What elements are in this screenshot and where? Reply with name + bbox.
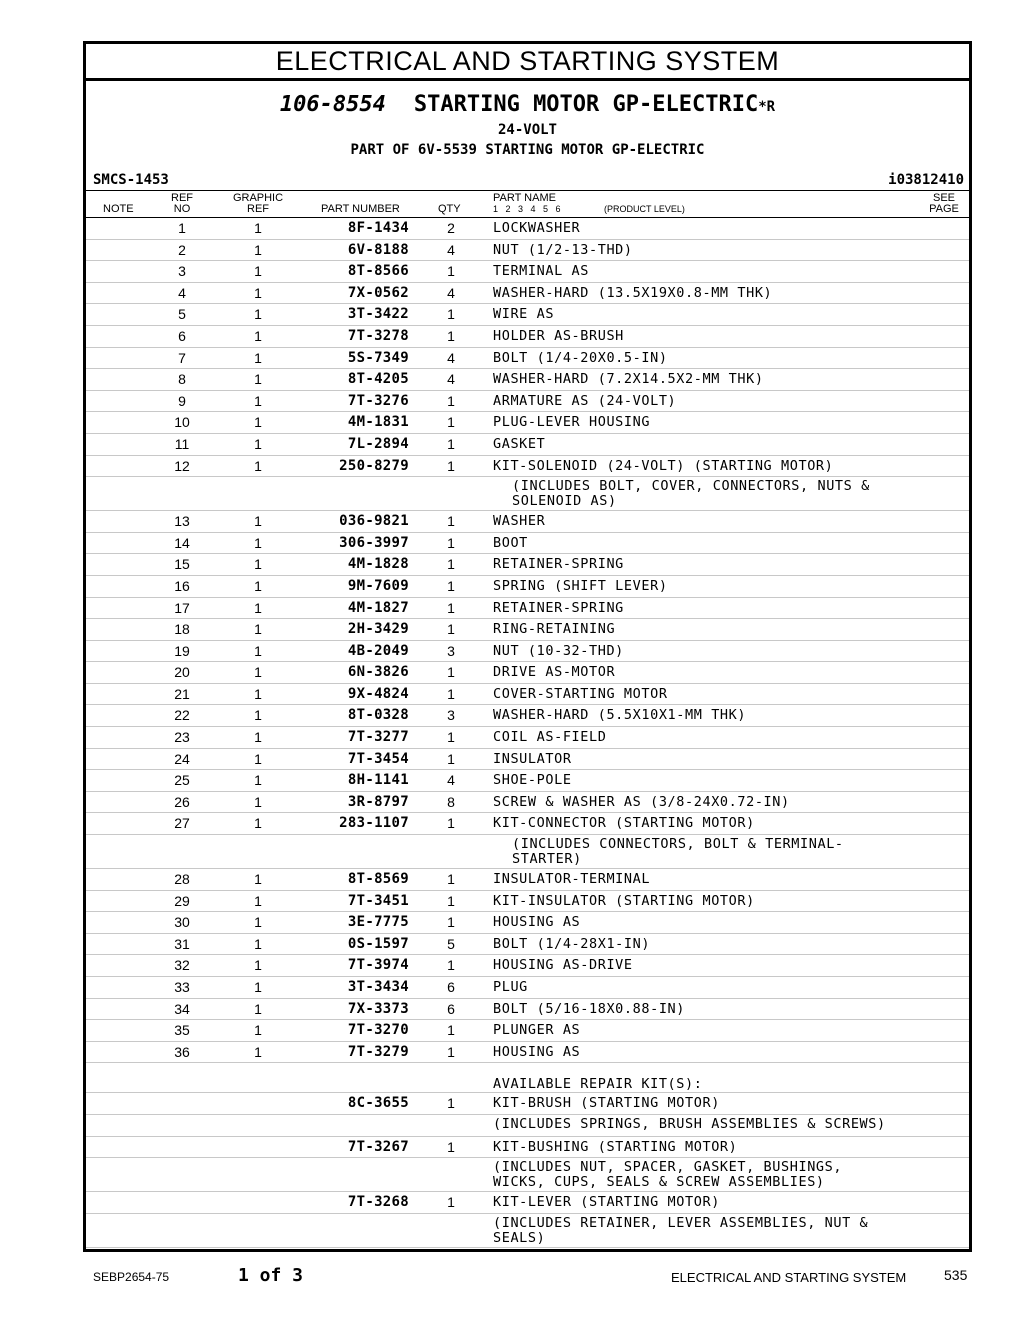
part-name: NUT (1/2-13-THD) — [493, 241, 633, 258]
table-row — [86, 511, 969, 533]
part-number: 7T-3454 — [347, 750, 409, 767]
parts-sheet — [83, 41, 972, 1252]
group-title — [86, 92, 969, 120]
part-number: 8T-0328 — [347, 707, 409, 724]
table-row — [86, 304, 969, 326]
table-row — [86, 1042, 969, 1064]
table-row — [86, 1192, 969, 1214]
part-name: PLUG-LEVER HOUSING — [493, 414, 651, 431]
graphic-ref: 1 — [254, 979, 262, 995]
voltage-label: 24-VOLT — [497, 122, 557, 138]
table-row — [86, 1020, 969, 1042]
qty: 1 — [447, 414, 455, 431]
qty: 1 — [447, 1138, 455, 1155]
col-graphic-top: GRAPHIC — [232, 192, 284, 204]
part-number: 4M-1828 — [347, 556, 409, 573]
part-number: 2H-3429 — [347, 621, 409, 638]
ref-no: 35 — [174, 1022, 190, 1039]
part-number: 8T-8569 — [347, 871, 409, 888]
part-number: 7T-3276 — [347, 392, 409, 409]
graphic-ref: 1 — [254, 1000, 262, 1017]
col-see-bottom: PAGE — [929, 203, 959, 215]
graphic-ref: 1 — [254, 457, 262, 474]
qty: 1 — [447, 435, 455, 452]
part-note: (INCLUDES CONNECTORS, BOLT & TERMINAL- STARTER) — [512, 836, 844, 868]
table-row — [86, 912, 969, 934]
table-note-row — [86, 477, 969, 511]
part-number: 250-8279 — [339, 457, 409, 474]
ref-no: 8 — [178, 371, 186, 388]
part-name: HOUSING AS — [493, 1043, 581, 1060]
qty: 1 — [447, 513, 455, 530]
graphic-ref: 1 — [254, 392, 262, 409]
graphic-ref: 1 — [254, 599, 262, 616]
graphic-ref: 1 — [254, 935, 262, 952]
qty: 1 — [447, 815, 455, 832]
table-row — [86, 891, 969, 913]
part-name: KIT-BUSHING (STARTING MOTOR) — [493, 1138, 738, 1155]
qty: 6 — [447, 979, 455, 995]
graphic-ref: 1 — [254, 306, 262, 323]
ref-no: 11 — [174, 435, 190, 452]
part-name: WASHER-HARD (7.2X14.5X2-MM THK) — [493, 371, 764, 388]
part-number: 3E-7775 — [347, 914, 409, 931]
col-product-levels: 1 2 3 4 5 6 — [493, 204, 561, 214]
qty: 1 — [447, 750, 455, 767]
ref-no: 16 — [174, 577, 190, 594]
table-row — [86, 326, 969, 348]
qty: 3 — [447, 707, 455, 724]
part-note: (INCLUDES BOLT, COVER, CONNECTORS, NUTS & SOLENOID AS) — [512, 478, 870, 510]
graphic-ref: 1 — [254, 729, 262, 746]
table-row — [86, 662, 969, 684]
graphic-ref: 1 — [254, 871, 262, 888]
qty: 4 — [447, 371, 455, 388]
qty: 1 — [447, 599, 455, 616]
graphic-ref: 1 — [254, 750, 262, 767]
ref-no: 29 — [174, 892, 190, 909]
table-row — [86, 554, 969, 576]
table-note-row — [86, 1214, 969, 1248]
part-number: 306-3997 — [339, 534, 409, 551]
graphic-ref: 1 — [254, 957, 262, 974]
ref-no: 28 — [174, 871, 190, 888]
part-number: 7L-2894 — [347, 435, 409, 452]
part-name: DRIVE AS-MOTOR — [493, 664, 616, 681]
part-number: 7X-3373 — [347, 1000, 409, 1017]
qty: 1 — [447, 1194, 455, 1211]
ref-no: 1 — [178, 220, 186, 236]
table-row — [86, 261, 969, 283]
part-number: 3R-8797 — [347, 793, 409, 810]
qty: 8 — [447, 793, 455, 810]
graphic-ref: 1 — [254, 284, 262, 301]
ref-no: 7 — [178, 349, 186, 366]
part-number: 7T-3277 — [347, 729, 409, 746]
part-name: SCREW & WASHER AS (3/8-24X0.72-IN) — [493, 793, 790, 810]
part-name: ARMATURE AS (24-VOLT) — [493, 392, 677, 409]
table-row — [86, 684, 969, 706]
part-name: TERMINAL AS — [493, 263, 590, 280]
table-row — [86, 412, 969, 434]
part-note: (INCLUDES NUT, SPACER, GASKET, BUSHINGS, WICKS, CUPS, SEALS & SCREW ASSEMBLIES) — [493, 1159, 843, 1191]
ref-no: 4 — [178, 284, 186, 301]
table-row — [86, 456, 969, 478]
part-number: 8T-8566 — [347, 263, 409, 280]
qty: 1 — [447, 685, 455, 702]
col-ref-top: REF — [171, 192, 193, 204]
ref-no: 14 — [174, 534, 190, 551]
ref-no: 25 — [174, 772, 190, 789]
graphic-ref: 1 — [254, 220, 262, 236]
graphic-ref: 1 — [254, 685, 262, 702]
part-number: 5S-7349 — [347, 349, 409, 366]
group-number: 106-8554 — [279, 92, 386, 117]
table-row — [86, 705, 969, 727]
graphic-ref: 1 — [254, 414, 262, 431]
part-name: WIRE AS — [493, 306, 555, 323]
part-number: 3T-3422 — [347, 306, 409, 323]
table-row — [86, 792, 969, 814]
part-number: 7T-3267 — [347, 1138, 409, 1155]
part-name: BOLT (1/4-20X0.5-IN) — [493, 349, 668, 366]
ref-no: 17 — [174, 599, 190, 616]
table-row — [86, 641, 969, 663]
graphic-ref: 1 — [254, 513, 262, 530]
graphic-ref: 1 — [254, 577, 262, 594]
part-name: KIT-CONNECTOR (STARTING MOTOR) — [493, 815, 755, 832]
part-name: HOLDER AS-BRUSH — [493, 327, 624, 344]
part-number: 036-9821 — [339, 513, 409, 530]
table-row — [86, 218, 969, 240]
graphic-ref: 1 — [254, 815, 262, 832]
table-row — [86, 348, 969, 370]
page-number: 535 — [944, 1267, 968, 1283]
part-number: 4M-1827 — [347, 599, 409, 616]
qty: 1 — [447, 556, 455, 573]
col-ref-bottom: NO — [173, 203, 191, 215]
table-row — [86, 598, 969, 620]
table-row — [86, 977, 969, 999]
ref-no: 26 — [174, 793, 190, 810]
column-headers — [86, 190, 969, 218]
table-note-row — [86, 1115, 969, 1137]
qty: 1 — [447, 577, 455, 594]
ref-no: 20 — [174, 664, 190, 681]
part-name: KIT-SOLENOID (24-VOLT) (STARTING MOTOR) — [493, 457, 834, 474]
footer-section: ELECTRICAL AND STARTING SYSTEM — [671, 1270, 907, 1285]
table-row — [86, 576, 969, 598]
part-note: (INCLUDES RETAINER, LEVER ASSEMBLIES, NUT & SEALS) — [493, 1214, 869, 1246]
part-name: SPRING (SHIFT LEVER) — [493, 577, 668, 594]
col-part-name: PART NAME — [493, 192, 556, 204]
qty: 1 — [447, 1022, 455, 1039]
part-name: HOUSING AS-DRIVE — [493, 957, 633, 974]
part-number: 7T-3278 — [347, 327, 409, 344]
part-number: 6N-3826 — [347, 664, 409, 681]
part-name: BOLT (1/4-28X1-IN) — [493, 935, 651, 952]
qty: 4 — [447, 349, 455, 366]
part-number: 9M-7609 — [347, 577, 409, 594]
part-number: 7X-0562 — [347, 284, 409, 301]
part-name: KIT-INSULATOR (STARTING MOTOR) — [493, 892, 755, 909]
ref-no: 30 — [174, 914, 190, 931]
part-name: KIT-BRUSH (STARTING MOTOR) — [493, 1095, 720, 1112]
part-number: 8C-3655 — [347, 1095, 409, 1112]
part-name: COVER-STARTING MOTOR — [493, 685, 668, 702]
part-number: 4M-1831 — [347, 414, 409, 431]
part-name: PLUNGER AS — [493, 1022, 581, 1039]
part-name: WASHER — [493, 513, 546, 530]
part-number: 7T-3974 — [347, 957, 409, 974]
qty: 1 — [447, 327, 455, 344]
part-name: GASKET — [493, 435, 546, 452]
ref-no: 22 — [174, 707, 190, 724]
table-row — [86, 619, 969, 641]
part-name: WASHER-HARD (13.5X19X0.8-MM THK) — [493, 284, 773, 301]
part-number: 283-1107 — [339, 815, 409, 832]
qty: 1 — [447, 534, 455, 551]
part-name: WASHER-HARD (5.5X10X1-MM THK) — [493, 707, 747, 724]
doc-id: i03812410 — [888, 172, 964, 188]
graphic-ref: 1 — [254, 664, 262, 681]
part-number: 4B-2049 — [347, 642, 409, 659]
ref-no: 36 — [174, 1043, 190, 1060]
part-name: KIT-LEVER (STARTING MOTOR) — [493, 1194, 720, 1211]
ref-no: 9 — [178, 392, 186, 409]
table-row — [86, 434, 969, 456]
part-name: PLUG — [493, 979, 528, 995]
ref-no: 34 — [174, 1000, 190, 1017]
graphic-ref: 1 — [254, 435, 262, 452]
part-number: 7T-3270 — [347, 1022, 409, 1039]
ref-no: 2 — [178, 241, 186, 258]
qty: 1 — [447, 1095, 455, 1112]
part-name: INSULATOR — [493, 750, 572, 767]
qty: 1 — [447, 306, 455, 323]
qty: 6 — [447, 1000, 455, 1017]
part-number: 7T-3268 — [347, 1194, 409, 1211]
qty: 4 — [447, 772, 455, 789]
table-row — [86, 391, 969, 413]
col-see-top: SEE — [932, 192, 955, 204]
ref-no: 33 — [174, 979, 190, 995]
ref-no: 24 — [174, 750, 190, 767]
qty: 1 — [447, 957, 455, 974]
page-of: 1 of 3 — [238, 1265, 304, 1286]
ref-no: 31 — [174, 935, 190, 952]
graphic-ref: 1 — [254, 707, 262, 724]
graphic-ref: 1 — [254, 556, 262, 573]
part-name: BOOT — [493, 534, 528, 551]
part-name: RETAINER-SPRING — [493, 556, 624, 573]
table-row — [86, 934, 969, 956]
part-name: LOCKWASHER — [493, 220, 581, 236]
ref-no: 3 — [178, 263, 186, 280]
graphic-ref: 1 — [254, 621, 262, 638]
ref-no: 12 — [174, 457, 190, 474]
part-note: AVAILABLE REPAIR KIT(S): — [493, 1076, 703, 1093]
graphic-ref: 1 — [254, 892, 262, 909]
part-number: 7T-3279 — [347, 1043, 409, 1060]
qty: 1 — [447, 457, 455, 474]
ref-no: 32 — [174, 957, 190, 974]
part-number: 7T-3451 — [347, 892, 409, 909]
table-row — [86, 533, 969, 555]
table-row — [86, 283, 969, 305]
ref-no: 21 — [174, 685, 190, 702]
table-row — [86, 1093, 969, 1115]
graphic-ref: 1 — [254, 772, 262, 789]
part-name: HOUSING AS — [493, 914, 581, 931]
qty: 1 — [447, 664, 455, 681]
table-row — [86, 770, 969, 792]
page-footer — [0, 1265, 1020, 1289]
part-number: 9X-4824 — [347, 685, 409, 702]
part-name: INSULATOR-TERMINAL — [493, 871, 651, 888]
group-name: STARTING MOTOR GP-ELECTRIC — [413, 92, 759, 117]
graphic-ref: 1 — [254, 349, 262, 366]
qty: 1 — [447, 871, 455, 888]
ref-no: 15 — [174, 556, 190, 573]
parts-table — [86, 218, 969, 1248]
graphic-ref: 1 — [254, 263, 262, 280]
table-row — [86, 955, 969, 977]
smcs-row — [86, 170, 969, 190]
ref-no: 19 — [174, 642, 190, 659]
table-row — [86, 1137, 969, 1159]
graphic-ref: 1 — [254, 371, 262, 388]
ref-no: 5 — [178, 306, 186, 323]
table-row — [86, 813, 969, 835]
part-number: 3T-3434 — [347, 979, 409, 995]
qty: 1 — [447, 1043, 455, 1060]
qty: 4 — [447, 284, 455, 301]
graphic-ref: 1 — [254, 1022, 262, 1039]
part-name: BOLT (5/16-18X0.88-IN) — [493, 1000, 686, 1017]
col-part-number: PART NUMBER — [321, 203, 400, 215]
qty: 1 — [447, 263, 455, 280]
graphic-ref: 1 — [254, 241, 262, 258]
part-of-label: PART OF 6V-5539 STARTING MOTOR GP-ELECTRIC — [350, 142, 705, 158]
part-name: RING-RETAINING — [493, 621, 616, 638]
table-row — [86, 727, 969, 749]
ref-no: 27 — [174, 815, 190, 832]
ref-no: 18 — [174, 621, 190, 638]
part-number: 8F-1434 — [347, 220, 409, 236]
doc-number: SEBP2654-75 — [93, 1270, 170, 1284]
ref-no: 6 — [178, 327, 186, 344]
qty: 2 — [447, 220, 455, 236]
part-name: SHOE-POLE — [493, 772, 572, 789]
table-row — [86, 869, 969, 891]
graphic-ref: 1 — [254, 642, 262, 659]
ref-no: 13 — [174, 513, 190, 530]
col-product-level-label: (PRODUCT LEVEL) — [604, 204, 685, 214]
part-number: 0S-1597 — [347, 935, 409, 952]
smcs-code: SMCS-1453 — [93, 172, 169, 188]
part-number: 8H-1141 — [347, 772, 409, 789]
qty: 1 — [447, 392, 455, 409]
qty: 1 — [447, 729, 455, 746]
table-row — [86, 369, 969, 391]
part-note: (INCLUDES SPRINGS, BRUSH ASSEMBLIES & SCREWS) — [493, 1115, 886, 1132]
part-name: COIL AS-FIELD — [493, 729, 607, 746]
col-note: NOTE — [103, 203, 134, 215]
system-title: ELECTRICAL AND STARTING SYSTEM — [86, 44, 969, 81]
part-number: 6V-8188 — [347, 241, 409, 258]
qty: 1 — [447, 621, 455, 638]
qty: 1 — [447, 914, 455, 931]
ref-no: 23 — [174, 729, 190, 746]
graphic-ref: 1 — [254, 327, 262, 344]
table-note-row — [86, 1158, 969, 1192]
table-note-row — [86, 1063, 969, 1093]
group-suffix: *R — [758, 99, 776, 115]
part-number: 8T-4205 — [347, 371, 409, 388]
table-row — [86, 999, 969, 1021]
qty: 1 — [447, 892, 455, 909]
col-qty: QTY — [438, 203, 461, 215]
graphic-ref: 1 — [254, 914, 262, 931]
part-name: RETAINER-SPRING — [493, 599, 624, 616]
qty: 5 — [447, 935, 455, 952]
table-note-row — [86, 835, 969, 869]
table-row — [86, 240, 969, 262]
graphic-ref: 1 — [254, 1043, 262, 1060]
graphic-ref: 1 — [254, 534, 262, 551]
table-row — [86, 749, 969, 771]
col-graphic-bottom: REF — [247, 203, 269, 215]
graphic-ref: 1 — [254, 793, 262, 810]
ref-no: 10 — [174, 414, 190, 431]
part-name: NUT (10-32-THD) — [493, 642, 624, 659]
qty: 3 — [447, 642, 455, 659]
qty: 4 — [447, 241, 455, 258]
